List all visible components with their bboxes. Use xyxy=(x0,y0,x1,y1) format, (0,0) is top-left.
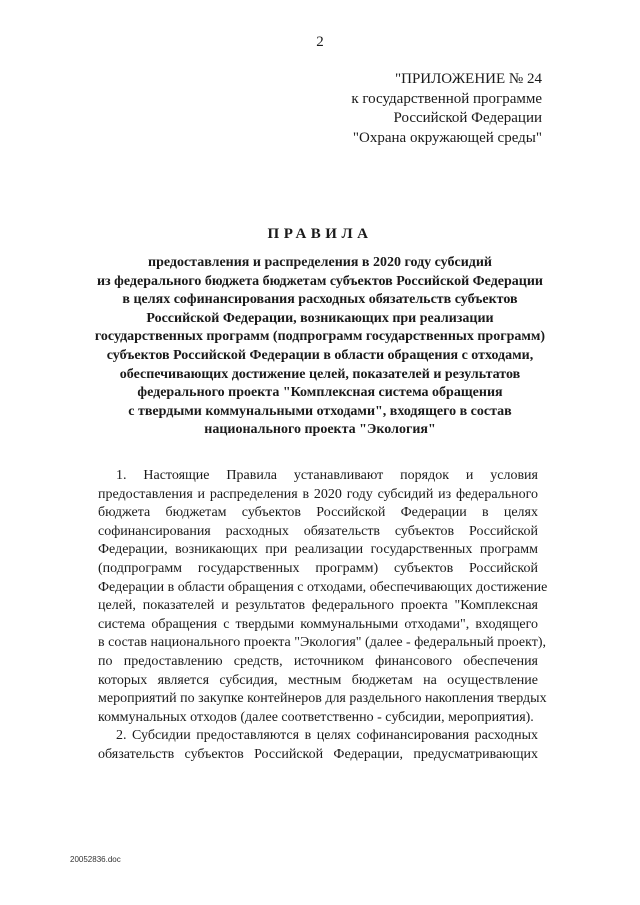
text-line: по предоставлению средств, источником финансового обеспечения xyxy=(98,653,538,669)
document-title: ПРАВИЛА xyxy=(267,226,373,242)
text-line: целей, показателей и результатов федерального проекта "Комплексная xyxy=(98,598,538,614)
appendix-line: "Охрана окружающей среды" xyxy=(352,129,542,146)
document-subtitle xyxy=(40,254,600,440)
text-line: 2. Субсидии предоставляются в целях софинансирования расходных xyxy=(116,728,538,744)
appendix-header xyxy=(351,70,542,148)
appendix-line: к государственной программе xyxy=(351,90,542,107)
paragraph-2 xyxy=(98,727,538,764)
subtitle-line: обеспечивающих достижение целей, показателей и результатов xyxy=(119,366,521,382)
subtitle-line: государственных программ (подпрограмм государственных программ) xyxy=(94,329,546,345)
text-line: Федерации в области обращения с отходами, обеспечивающих достижение xyxy=(98,579,548,595)
text-line: Федерации, возникающих при реализации государственных программ xyxy=(98,542,538,558)
subtitle-line: из федерального бюджета бюджетам субъектов Российской Федерации xyxy=(96,273,543,289)
text-line: мероприятий по закупке контейнеров для раздельного накопления твердых xyxy=(98,691,547,707)
text-line: софинансирования расходных обязательств субъектов Российской xyxy=(98,523,538,539)
file-code: 20052836.doc xyxy=(70,855,121,864)
subtitle-line: с твердыми коммунальными отходами", входящего в состав xyxy=(128,403,512,419)
text-line: 1. Настоящие Правила устанавливают порядок и условия xyxy=(116,468,538,483)
subtitle-line: субъектов Российской Федерации в области обращения с отходами, xyxy=(106,347,534,363)
text-line: в состав национального проекта "Экология" (далее - федеральный проект), xyxy=(98,635,547,651)
text-line: которых является субсидия, местным бюджетам на осуществление xyxy=(98,672,538,688)
appendix-line: Российской Федерации xyxy=(393,110,542,126)
subtitle-line: в целях софинансирования расходных обязательств субъектов xyxy=(122,292,518,308)
text-line: обязательств субъектов Российской Федерации, предусматривающих xyxy=(98,746,538,762)
text-line: бюджета бюджетам субъектов Российской Федерации в целях xyxy=(98,505,538,521)
paragraph-1 xyxy=(98,467,548,727)
text-line: (подпрограмм государственных программ) субъектов Российской xyxy=(98,560,538,576)
document-body xyxy=(98,467,548,765)
text-line: предоставления и распределения в 2020 году субсидий из федерального xyxy=(98,486,538,502)
text-line: коммунальных отходов (далее соответственно - субсидии, мероприятия). xyxy=(98,709,534,725)
subtitle-line: Российской Федерации, возникающих при реализации xyxy=(146,310,494,326)
subtitle-line: национального проекта "Экология" xyxy=(204,422,436,438)
subtitle-line: федерального проекта "Комплексная система обращения xyxy=(137,385,503,401)
page-number: 2 xyxy=(316,34,324,50)
text-line: система обращения с твердыми коммунальными отходами", входящего xyxy=(98,616,538,632)
subtitle-line: предоставления и распределения в 2020 году субсидий xyxy=(148,255,492,270)
appendix-line: "ПРИЛОЖЕНИЕ № 24 xyxy=(394,71,542,87)
